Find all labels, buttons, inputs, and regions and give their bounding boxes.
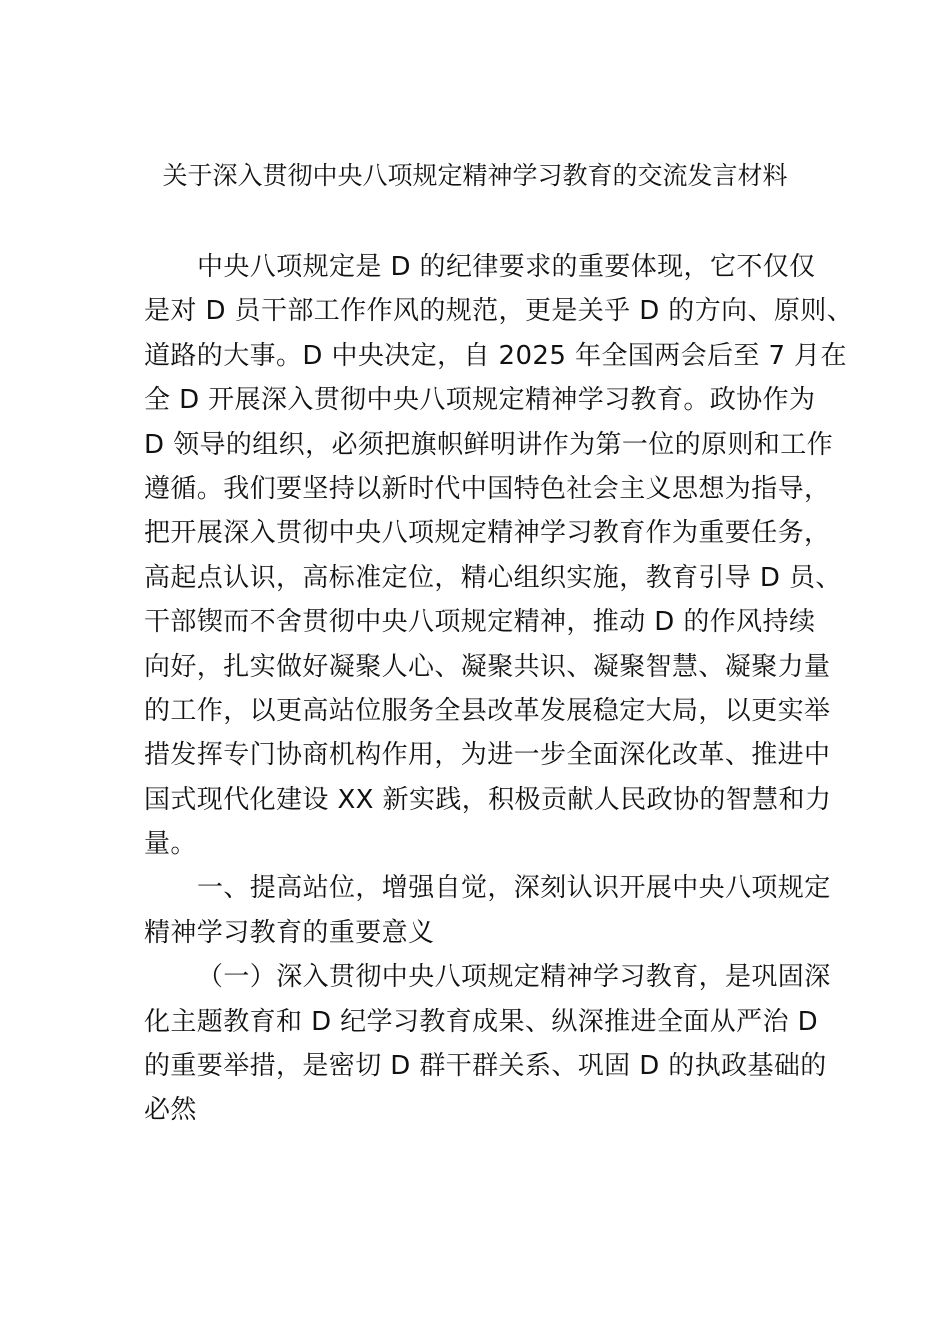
section-heading-line: 精神学习教育的重要意义 <box>144 917 435 948</box>
paragraph-line: 干部锲而不舍贯彻中央八项规定精神，推动 D 的作风持续 <box>144 607 816 638</box>
paragraph-line: 措发挥专门协商机构作用，为进一步全面深化改革、推进中 <box>144 740 831 771</box>
paragraph-line: 遵循。我们要坚持以新时代中国特色社会主义思想为指导， <box>144 473 831 504</box>
paragraph-line: 高起点认识，高标准定位，精心组织实施，教育引导 D 员、 <box>144 562 842 593</box>
paragraph-line: 中央八项规定是 D 的纪律要求的重要体现，它不仅仅 <box>197 252 816 282</box>
paragraph-line: 国式现代化建设 XX 新实践，积极贡献人民政协的智慧和力 <box>144 784 832 815</box>
paragraph-line: 量。 <box>144 829 197 860</box>
document-title: 关于深入贯彻中央八项规定精神学习教育的交流发言材料 <box>162 161 788 190</box>
paragraph-line: 的工作，以更高站位服务全县改革发展稳定大局，以更实举 <box>144 695 831 726</box>
document-body <box>144 245 854 1133</box>
subsection-line: （一）深入贯彻中央八项规定精神学习教育，是巩固深 <box>197 962 831 993</box>
paragraph-line: 把开展深入贯彻中央八项规定精神学习教育作为重要任务， <box>144 518 831 549</box>
subsection-line: 必然 <box>144 1095 197 1126</box>
subsection-line: 的重要举措，是密切 D 群干群关系、巩固 D 的执政基础的 <box>144 1051 827 1082</box>
paragraph-line: D 领导的组织，必须把旗帜鲜明讲作为第一位的原则和工作 <box>144 429 834 460</box>
paragraph-line: 是对 D 员干部工作作风的规范，更是关乎 D 的方向、原则、 <box>144 296 854 327</box>
section-heading-line: 一、提高站位，增强自觉，深刻认识开展中央八项规定 <box>197 873 831 904</box>
subsection-line: 化主题教育和 D 纪学习教育成果、纵深推进全面从严治 D <box>144 1006 819 1037</box>
paragraph-line: 道路的大事。D 中央决定，自 2025 年全国两会后至 7 月在 <box>144 340 847 371</box>
paragraph-line: 全 D 开展深入贯彻中央八项规定精神学习教育。政协作为 <box>144 385 816 416</box>
paragraph-line: 向好，扎实做好凝聚人心、凝聚共识、凝聚智慧、凝聚力量 <box>144 651 831 682</box>
